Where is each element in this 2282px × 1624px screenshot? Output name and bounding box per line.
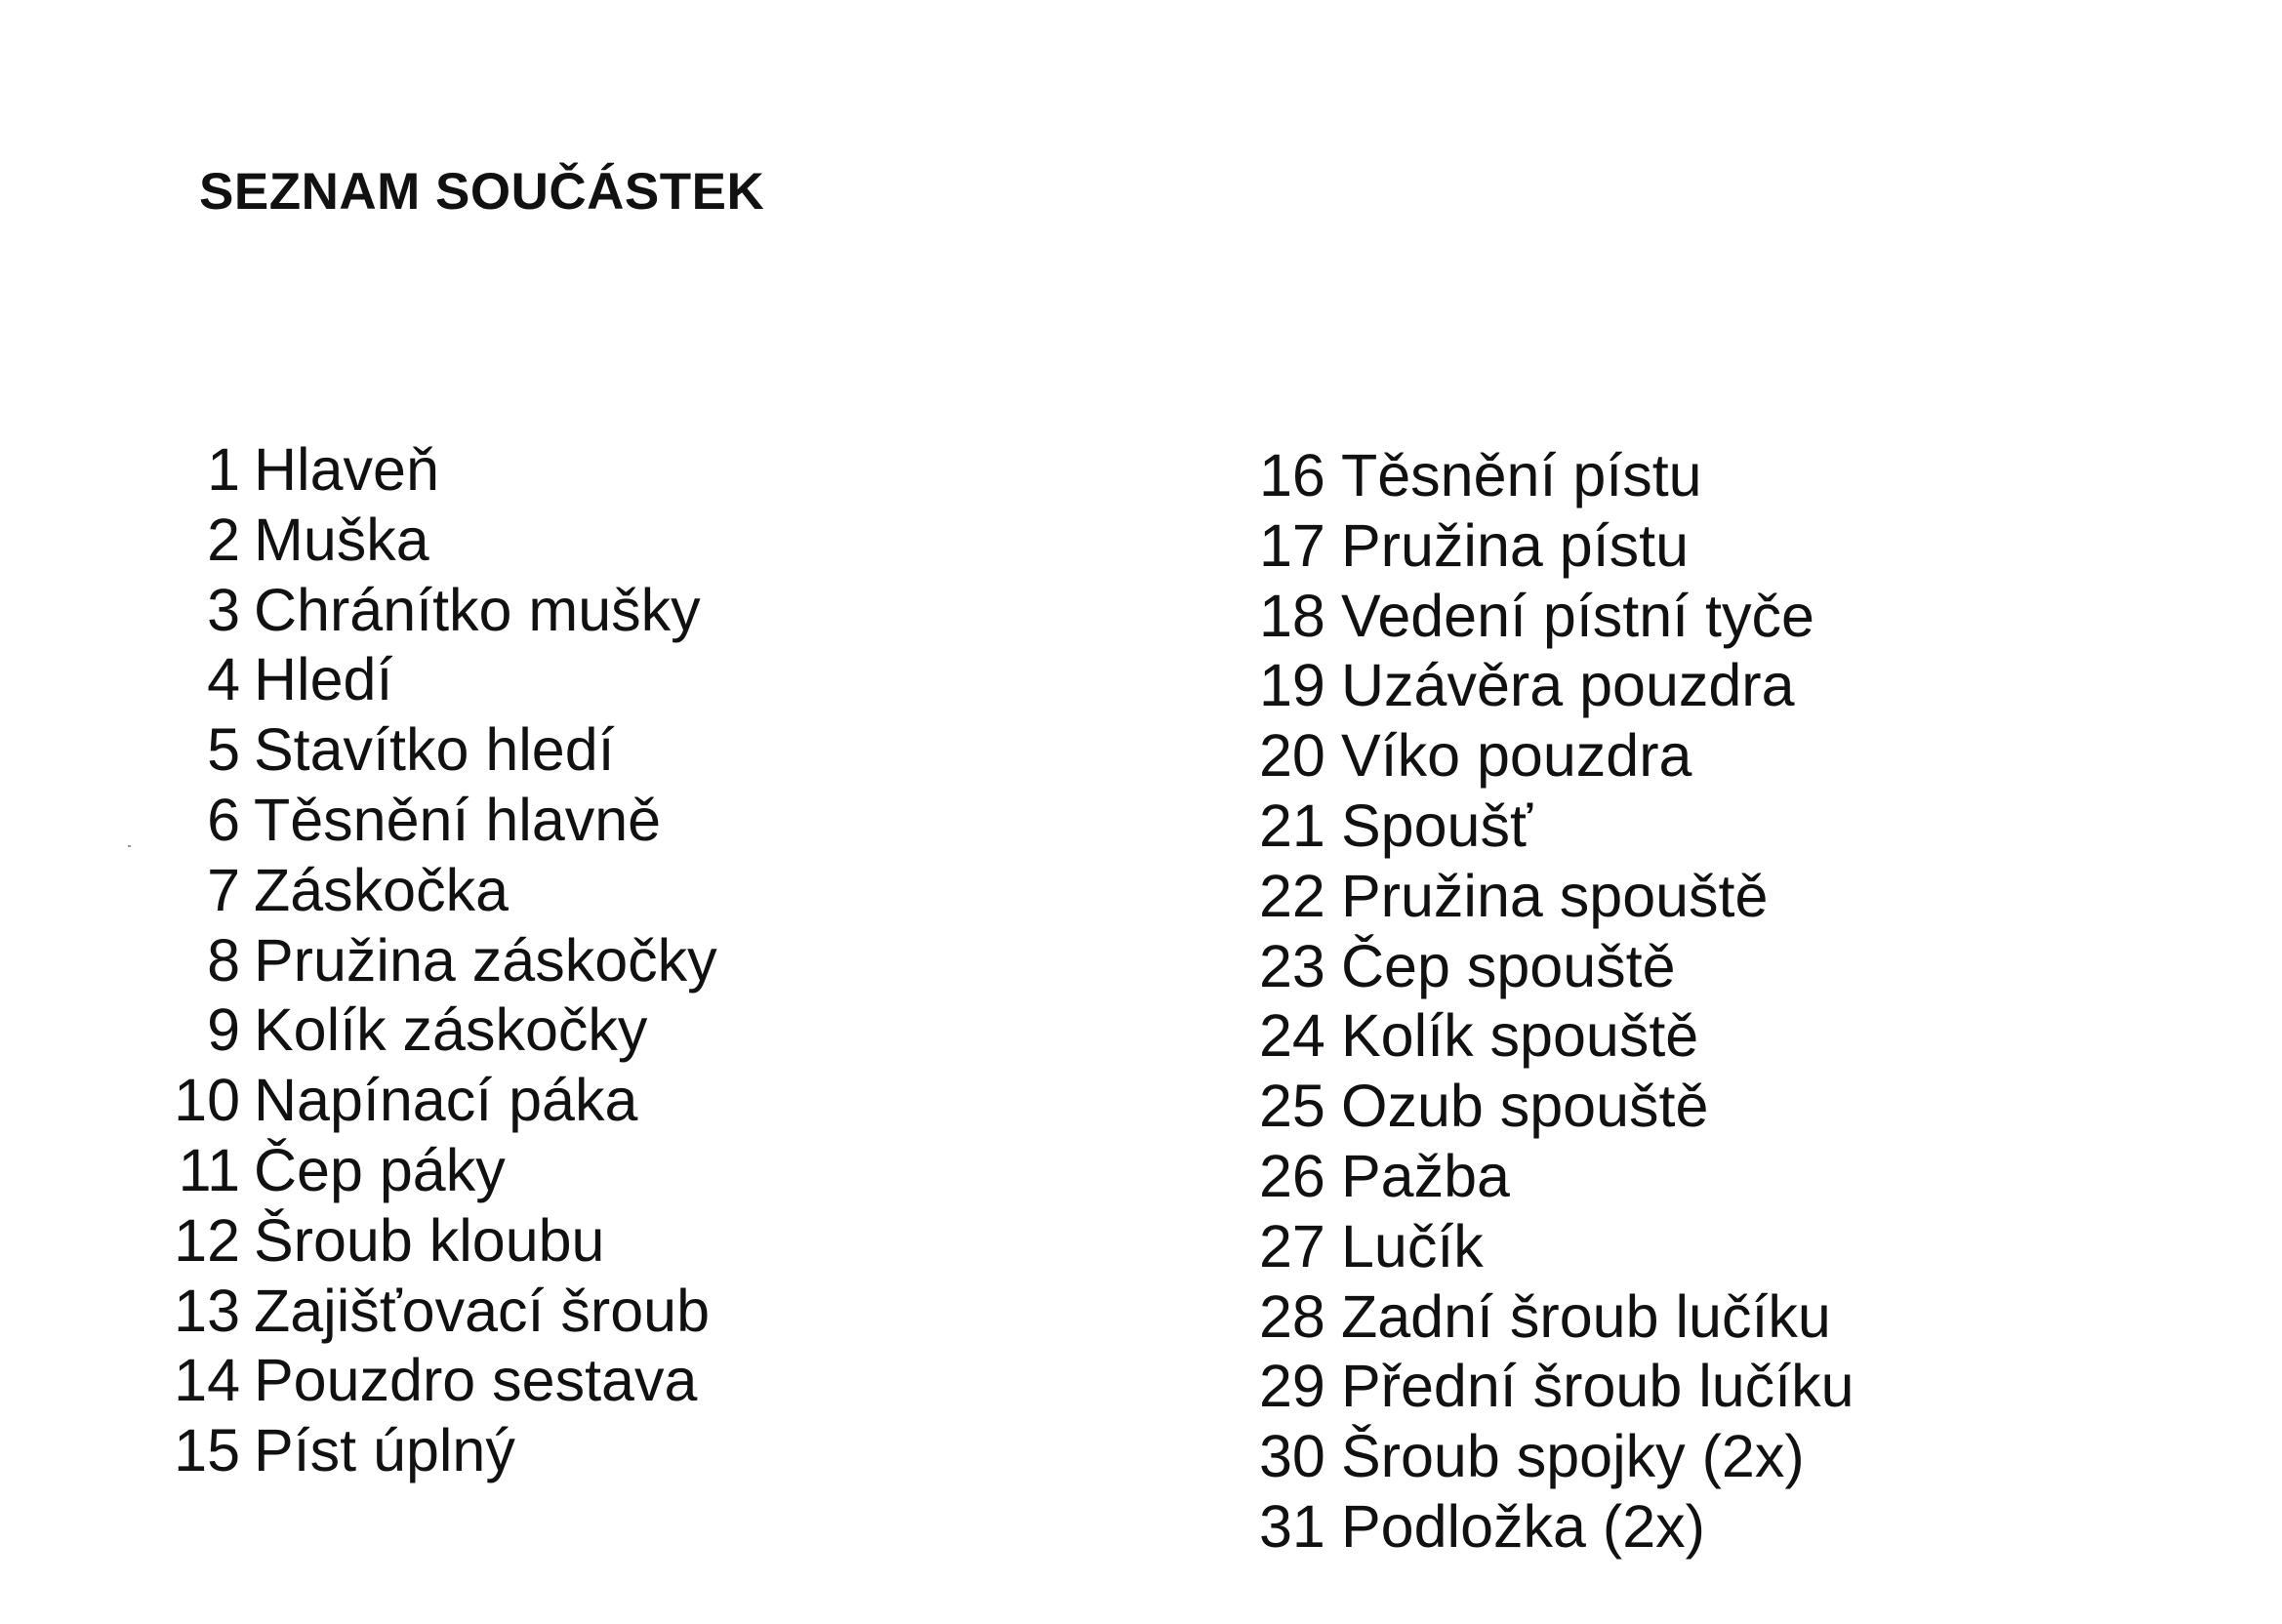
item-label: Čep spouště xyxy=(1341,932,1676,999)
list-item xyxy=(146,786,717,856)
item-label: Spoušť xyxy=(1341,792,1532,859)
item-number: 2 xyxy=(207,506,240,573)
item-number: 20 xyxy=(1259,722,1325,790)
list-item xyxy=(1259,1492,1854,1563)
item-label: Chránítko mušky xyxy=(254,576,701,643)
scan-speck xyxy=(128,845,131,847)
item-number: 6 xyxy=(207,786,240,853)
list-item xyxy=(1259,651,1854,721)
item-number: 21 xyxy=(1259,792,1325,859)
item-label: Hledí xyxy=(254,646,393,713)
item-number: 9 xyxy=(207,996,240,1064)
list-item xyxy=(146,995,717,1066)
item-number: 8 xyxy=(207,926,240,994)
list-item xyxy=(1259,792,1854,862)
item-label: Víko pouzdra xyxy=(1341,722,1692,790)
item-label: Podložka (2x) xyxy=(1341,1492,1705,1560)
item-label: Píst úplný xyxy=(254,1417,515,1484)
item-number: 30 xyxy=(1259,1423,1325,1490)
item-label: Kolík spouště xyxy=(1341,1002,1699,1070)
list-item xyxy=(1259,1212,1854,1282)
list-item xyxy=(1259,1422,1854,1492)
item-label: Kolík záskočky xyxy=(254,996,648,1064)
item-number: 31 xyxy=(1259,1492,1325,1560)
list-item xyxy=(1259,1001,1854,1072)
list-item xyxy=(146,856,717,926)
parts-list-left xyxy=(146,435,717,1486)
item-label: Uzávěra pouzdra xyxy=(1341,652,1795,719)
item-label: Pružina záskočky xyxy=(254,926,717,994)
item-number: 10 xyxy=(174,1067,240,1134)
item-number: 12 xyxy=(174,1206,240,1274)
item-number: 18 xyxy=(1259,582,1325,649)
item-label: Záskočka xyxy=(254,856,509,923)
list-item xyxy=(146,506,717,576)
list-item xyxy=(146,576,717,646)
list-item xyxy=(1259,862,1854,932)
item-label: Pružina pístu xyxy=(1341,511,1690,579)
item-label: Těsnění hlavně xyxy=(254,786,662,853)
item-number: 28 xyxy=(1259,1282,1325,1350)
item-label: Muška xyxy=(254,506,429,573)
item-number: 25 xyxy=(1259,1073,1325,1140)
list-item xyxy=(146,926,717,996)
item-number: 3 xyxy=(207,576,240,643)
list-item xyxy=(146,1346,717,1416)
list-item xyxy=(146,1206,717,1277)
item-number: 27 xyxy=(1259,1212,1325,1279)
item-number: 22 xyxy=(1259,862,1325,929)
item-label: Napínací páka xyxy=(254,1067,638,1134)
list-item xyxy=(146,1416,717,1486)
item-label: Těsnění pístu xyxy=(1341,442,1702,508)
list-item xyxy=(146,715,717,786)
list-item xyxy=(1259,1282,1854,1353)
item-label: Přední šroub lučíku xyxy=(1341,1353,1854,1420)
item-label: Stavítko hledí xyxy=(254,716,615,784)
item-label: Zadní šroub lučíku xyxy=(1341,1282,1831,1350)
list-item xyxy=(1259,1072,1854,1142)
list-item xyxy=(1259,441,1854,511)
item-number: 14 xyxy=(174,1347,240,1414)
item-label: Zajišťovací šroub xyxy=(254,1277,711,1344)
item-number: 29 xyxy=(1259,1353,1325,1420)
item-number: 7 xyxy=(207,856,240,923)
item-number: 15 xyxy=(174,1417,240,1484)
list-item xyxy=(1259,932,1854,1002)
item-number: 24 xyxy=(1259,1002,1325,1070)
item-label: Čep páky xyxy=(254,1136,506,1203)
list-item xyxy=(1259,1142,1854,1212)
item-label: Ozub spouště xyxy=(1341,1073,1709,1140)
item-label: Hlaveň xyxy=(254,436,439,503)
parts-list-right xyxy=(1259,441,1854,1563)
list-item xyxy=(1259,1352,1854,1422)
list-item xyxy=(146,1136,717,1206)
list-item xyxy=(146,645,717,715)
item-number: 23 xyxy=(1259,932,1325,999)
item-label: Pouzdro sestava xyxy=(254,1347,698,1414)
item-number: 1 xyxy=(207,436,240,503)
list-item xyxy=(146,1277,717,1347)
item-label: Lučík xyxy=(1341,1212,1484,1279)
list-item xyxy=(146,435,717,506)
list-item xyxy=(1259,721,1854,792)
item-label: Vedení pístní tyče xyxy=(1341,582,1814,649)
item-label: Šroub spojky (2x) xyxy=(1341,1423,1805,1490)
item-label: Šroub kloubu xyxy=(254,1206,605,1274)
list-item xyxy=(1259,511,1854,582)
item-number: 16 xyxy=(1259,442,1325,508)
page-title: SEZNAM SOUČÁSTEK xyxy=(199,163,765,221)
list-item xyxy=(1259,582,1854,652)
list-item xyxy=(146,1066,717,1136)
item-number: 17 xyxy=(1259,511,1325,579)
item-number: 11 xyxy=(178,1136,240,1203)
item-number: 26 xyxy=(1259,1142,1325,1209)
item-number: 19 xyxy=(1259,652,1325,719)
item-number: 4 xyxy=(207,646,240,713)
item-label: Pažba xyxy=(1341,1142,1510,1209)
item-label: Pružina spouště xyxy=(1341,862,1769,929)
item-number: 13 xyxy=(174,1277,240,1344)
item-number: 5 xyxy=(207,716,240,784)
